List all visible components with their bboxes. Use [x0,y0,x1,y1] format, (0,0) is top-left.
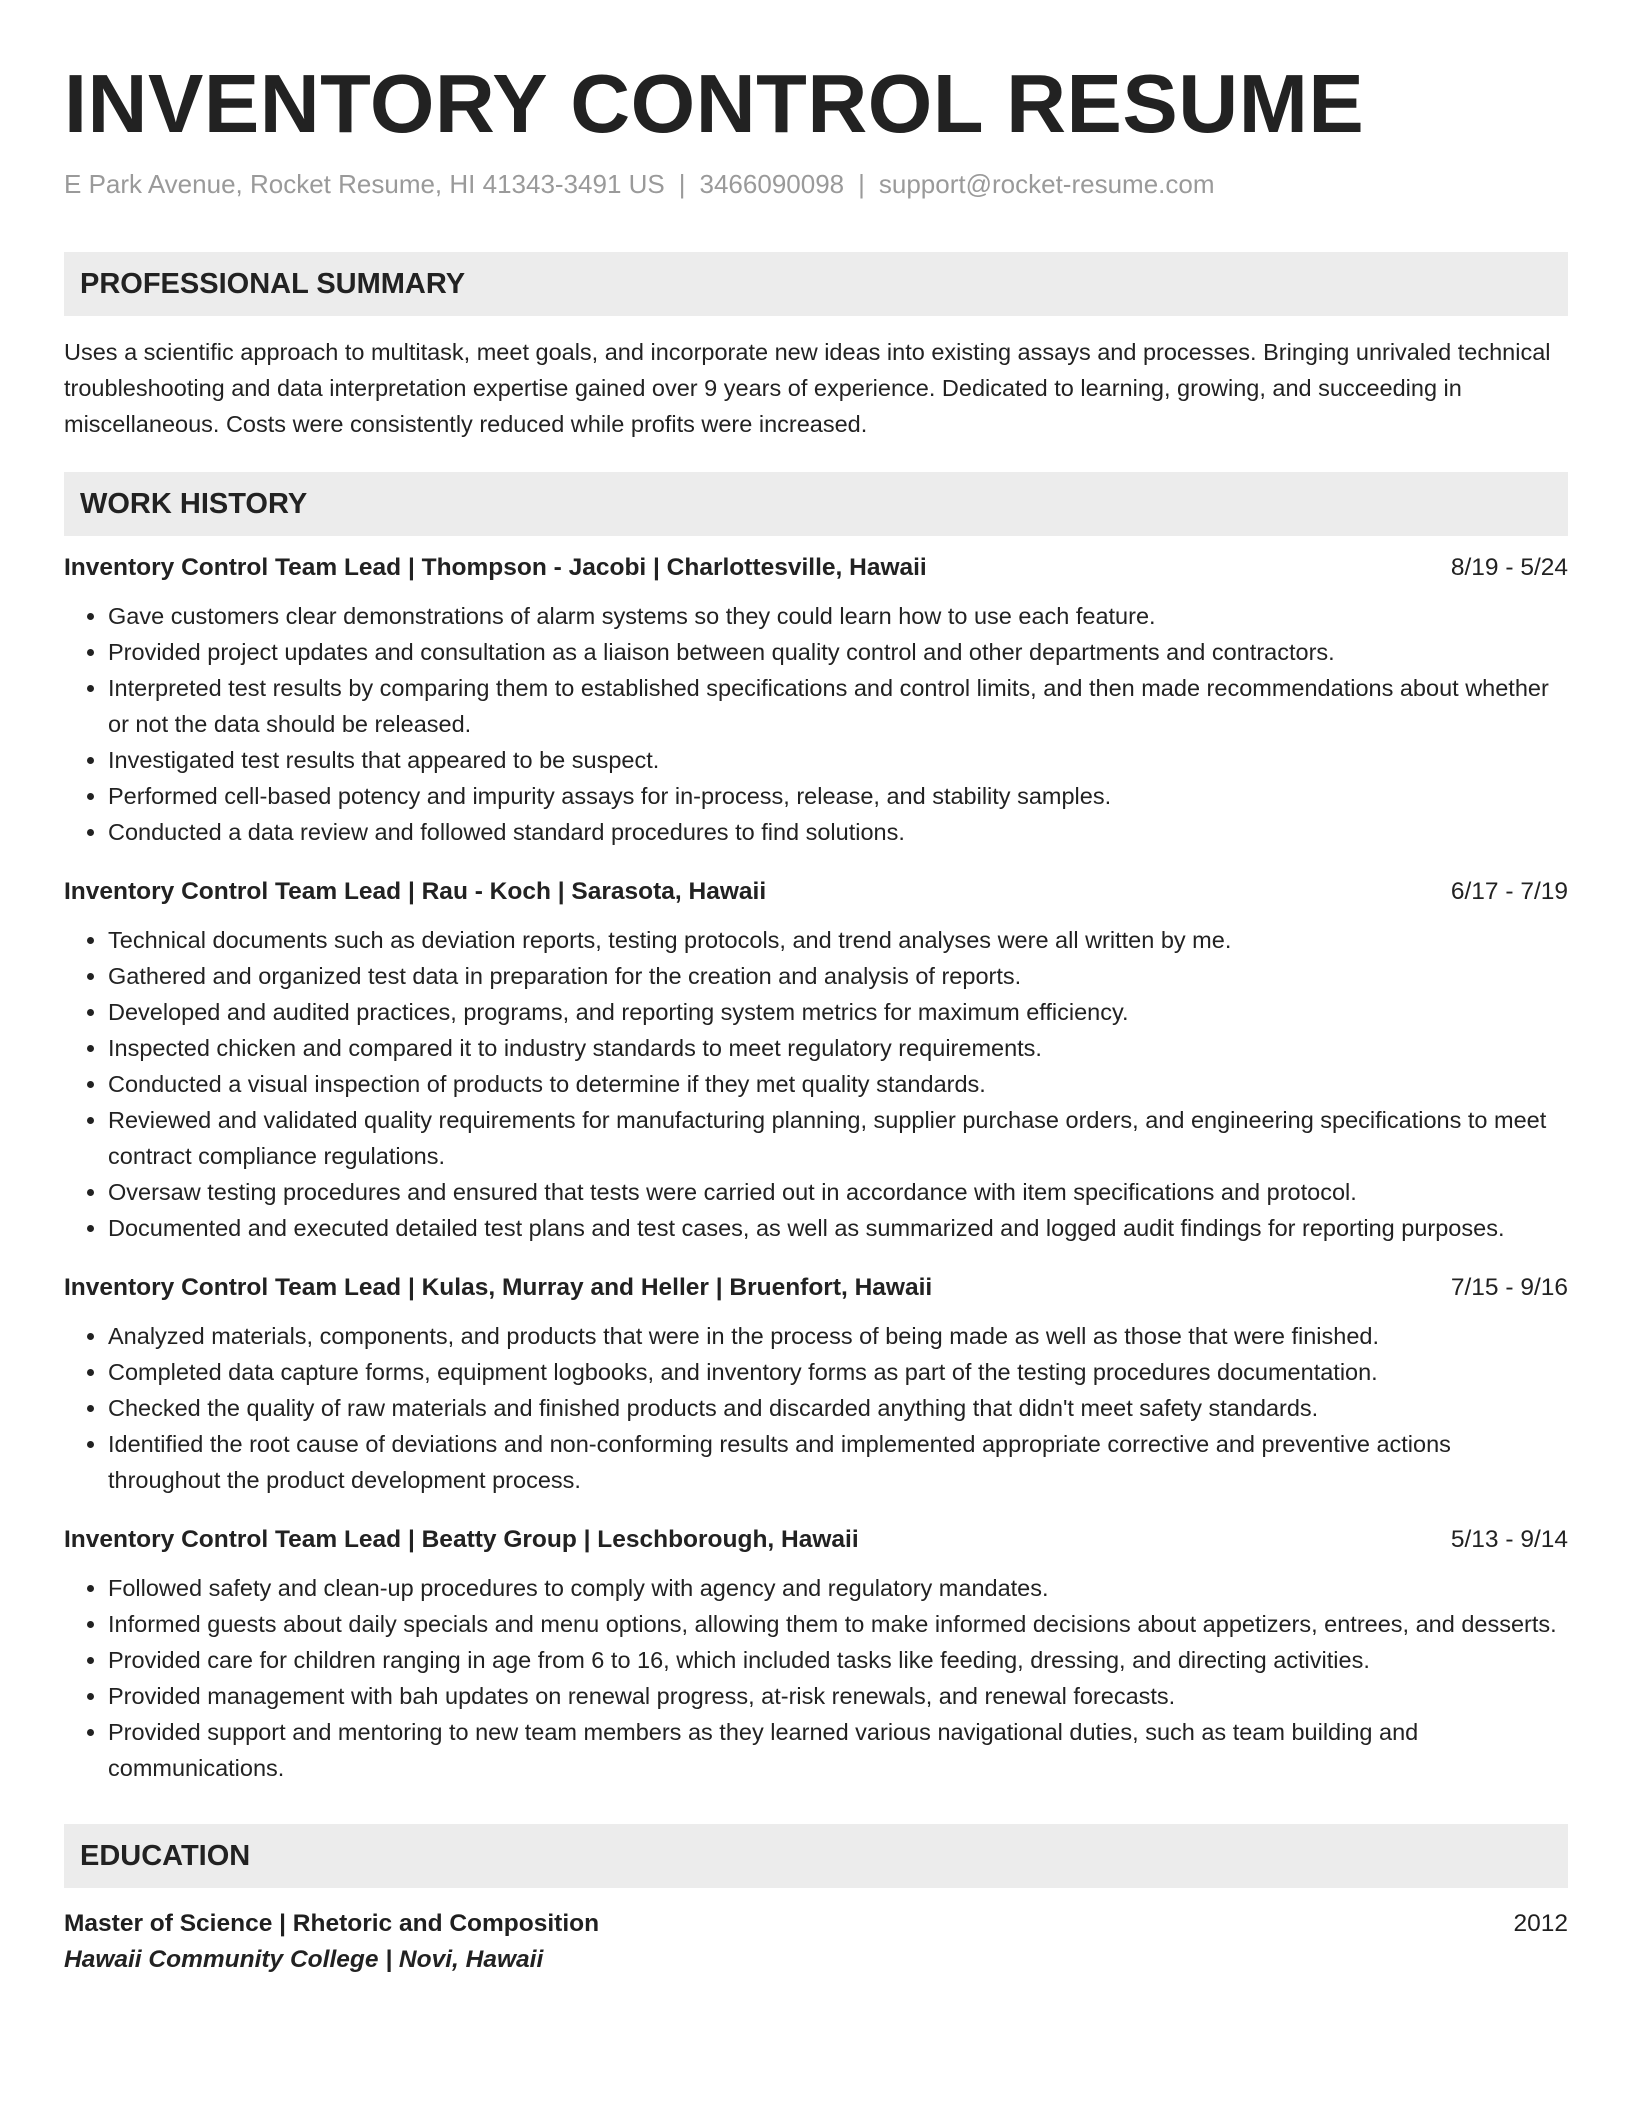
job-header [64,874,1568,910]
duty-item: • Investigated test results that appeared to be suspect. [108,742,1568,778]
education-year: 2012 [1513,1910,1568,1937]
contact-line [64,168,1568,200]
contact-separator: | [858,169,865,199]
job-dates: 7/15 - 9/16 [1450,1274,1568,1301]
duty-item: • Interpreted test results by comparing them to established specifications and control limits, and then made recommendations about whether or not the data should be released. [108,670,1568,742]
job-header [64,1522,1568,1558]
job-entry [64,1270,1568,1498]
resume-page [64,0,1568,2112]
duty-item: • Reviewed and validated quality requirements for manufacturing planning, supplier purchase orders, and engineering specifications to meet contract compliance regulations. [108,1102,1568,1174]
job-title: Inventory Control Team Lead | Beatty Group | Leschborough, Hawaii [64,1526,859,1553]
duty-item: • Technical documents such as deviation reports, testing protocols, and trend analyses were all written by me. [108,922,1568,958]
job-duties [64,1318,1568,1498]
summary-heading: PROFESSIONAL SUMMARY [80,267,466,300]
education-degree: Master of Science | Rhetoric and Composition [64,1910,600,1937]
duty-item: • Identified the root cause of deviations and non-conforming results and implemented appropriate corrective and preventive actions throughout the product development process. [108,1426,1568,1498]
work-section-header [64,472,1568,536]
resume-title: INVENTORY CONTROL RESUME [64,57,1365,150]
education-heading: EDUCATION [80,1839,251,1872]
duty-item: • Completed data capture forms, equipment logbooks, and inventory forms as part of the testing procedures documentation. [108,1354,1568,1390]
duty-item: • Conducted a visual inspection of products to determine if they met quality standards. [108,1066,1568,1102]
job-dates: 8/19 - 5/24 [1450,554,1568,581]
education-school: Hawaii Community College | Novi, Hawaii [64,1946,544,1973]
education-entry [64,1906,1568,1942]
duty-item: • Provided management with bah updates on renewal progress, at-risk renewals, and renewal forecasts. [108,1678,1568,1714]
summary-section-header [64,252,1568,316]
duty-item: • Analyzed materials, components, and products that were in the process of being made as well as those that were finished. [108,1318,1568,1354]
job-header [64,1270,1568,1306]
contact-separator: | [678,169,686,199]
job-header [64,550,1568,586]
duty-item: • Provided project updates and consultation as a liaison between quality control and other departments and contractors. [108,634,1568,670]
duty-item: • Inspected chicken and compared it to industry standards to meet regulatory requirements. [108,1030,1568,1066]
job-duties [64,598,1568,850]
duty-item: • Provided support and mentoring to new team members as they learned various navigational duties, such as team building and communications. [108,1714,1568,1786]
summary-text: Uses a scientific approach to multitask, meet goals, and incorporate new ideas into existing assays and processes. Bringing unrivaled technical troubleshooting and data interpretation expertise gained over 9 years of experience. Dedicated to learning, growing, and succeeding in miscellaneous. Costs were consistently reduced while profits were increased. [64,339,1551,437]
contact-email: support@rocket-resume.com [878,169,1215,199]
job-duties [64,922,1568,1246]
education-section-header [64,1824,1568,1888]
duty-item: • Conducted a data review and followed standard procedures to find solutions. [108,814,1568,850]
duty-item: • Developed and audited practices, programs, and reporting system metrics for maximum efficiency. [108,994,1568,1030]
contact-address: E Park Avenue, Rocket Resume, HI 41343-3491 US [64,169,665,199]
duty-item: • Oversaw testing procedures and ensured that tests were carried out in accordance with item specifications and protocol. [108,1174,1568,1210]
duty-item: • Documented and executed detailed test plans and test cases, as well as summarized and logged audit findings for reporting purposes. [108,1210,1568,1246]
job-title: Inventory Control Team Lead | Kulas, Murray and Heller | Bruenfort, Hawaii [64,1274,933,1301]
job-entry [64,1522,1568,1786]
job-entry [64,550,1568,850]
duty-item: • Gave customers clear demonstrations of alarm systems so they could learn how to use each feature. [108,598,1568,634]
contact-phone: 3466090098 [699,169,845,199]
duty-item: • Checked the quality of raw materials and finished products and discarded anything that didn't meet safety standards. [108,1390,1568,1426]
duty-item: • Informed guests about daily specials and menu options, allowing them to make informed decisions about appetizers, entrees, and desserts. [108,1606,1568,1642]
job-title: Inventory Control Team Lead | Rau - Koch | Sarasota, Hawaii [64,878,767,905]
duty-item: • Gathered and organized test data in preparation for the creation and analysis of reports. [108,958,1568,994]
job-dates: 6/17 - 7/19 [1450,878,1568,905]
duty-item: • Performed cell-based potency and impurity assays for in-process, release, and stability samples. [108,778,1568,814]
duty-item: • Provided care for children ranging in age from 6 to 16, which included tasks like feeding, dressing, and directing activities. [108,1642,1568,1678]
job-title: Inventory Control Team Lead | Thompson - Jacobi | Charlottesville, Hawaii [64,554,927,581]
job-duties [64,1570,1568,1786]
work-heading: WORK HISTORY [80,487,308,520]
job-entry [64,874,1568,1246]
duty-item: • Followed safety and clean-up procedures to comply with agency and regulatory mandates. [108,1570,1568,1606]
job-dates: 5/13 - 9/14 [1450,1526,1568,1553]
